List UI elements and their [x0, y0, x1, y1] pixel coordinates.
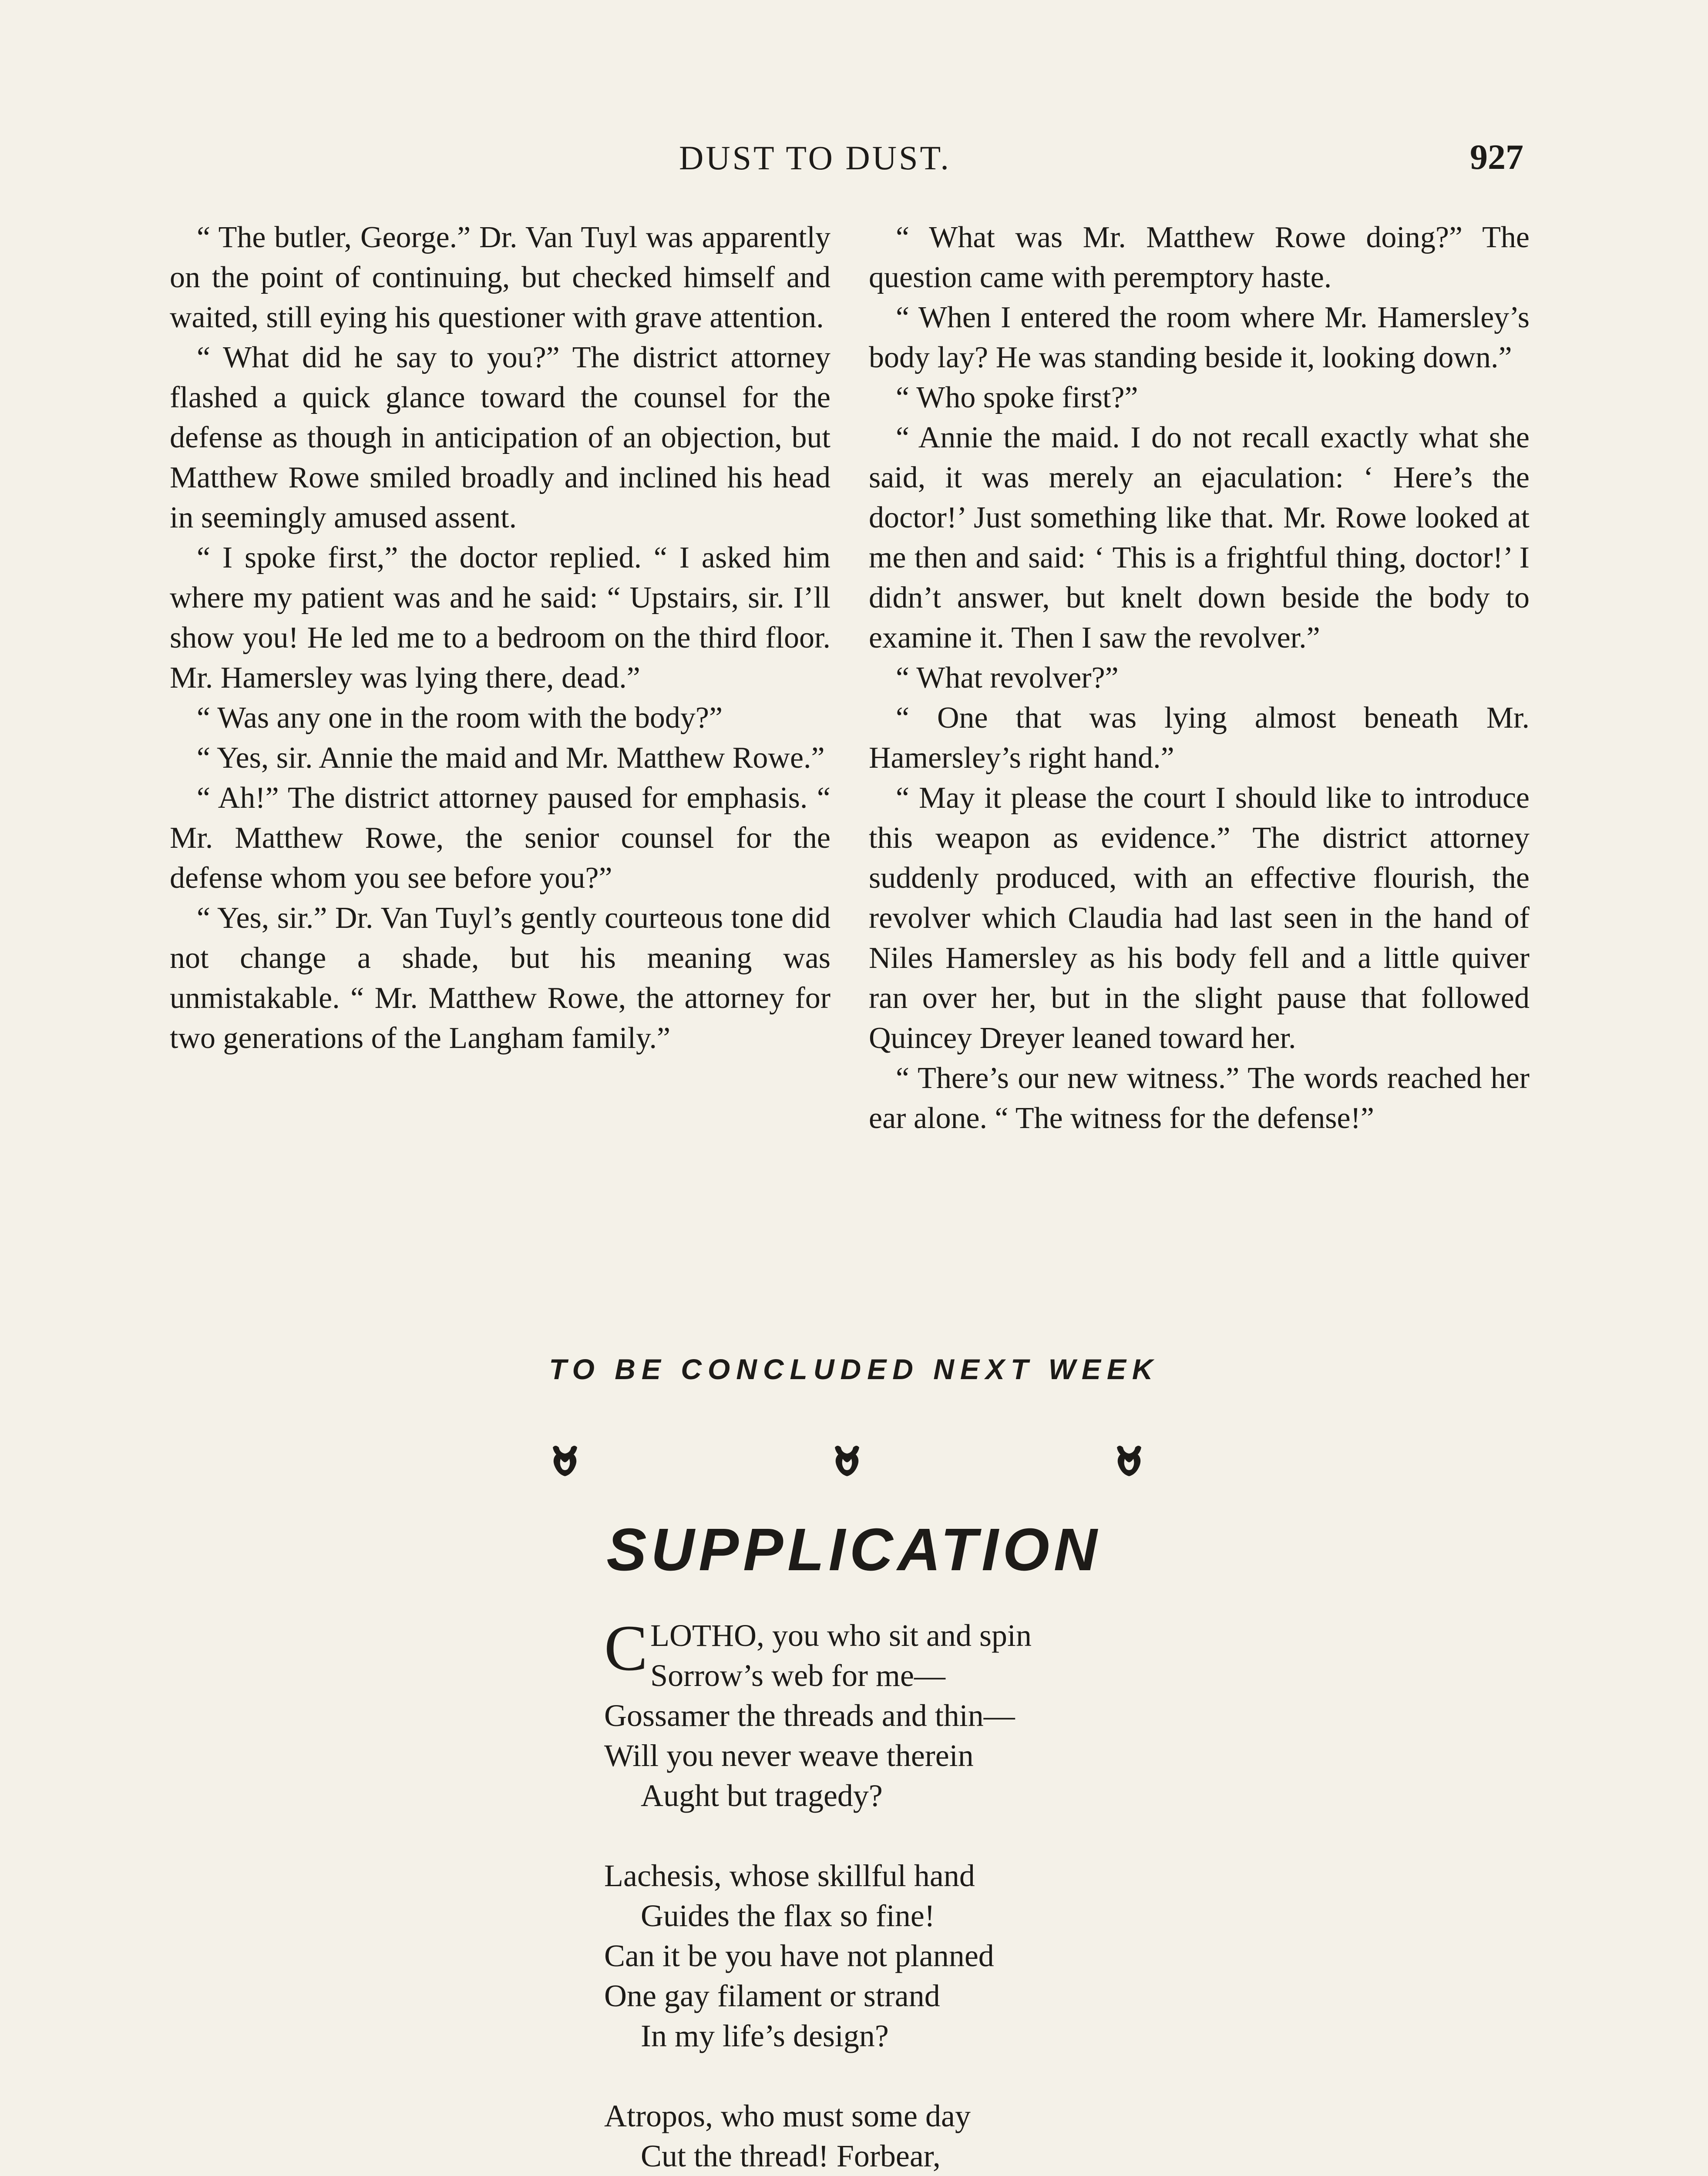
paragraph: “ When I entered the room where Mr. Hamersley’s body lay? He was standing beside it, looking down.”	[869, 301, 1530, 374]
poem-line: Lachesis, whose skillful hand	[604, 1858, 975, 1893]
poem-line: Atropos, who must some day	[604, 2099, 971, 2133]
fleuron-icon	[1113, 1443, 1145, 1478]
stanza	[604, 1612, 1344, 1816]
running-head	[0, 138, 1708, 191]
fleuron-icon	[549, 1443, 581, 1478]
paragraph: “ Who spoke first?”	[896, 381, 1138, 414]
paragraph: “ What did he say to you?” The district attorney flashed a quick glance toward the counsel for the defense as though in anticipation of an objection, but Matthew Rowe smiled broadly and inclined his head in seemingly amused assent.	[170, 341, 830, 534]
running-title: DUST TO DUST.	[679, 139, 951, 177]
page-number: 927	[1470, 137, 1523, 177]
paragraph: “ May it please the court I should like to introduce this weapon as evidence.” The district attorney suddenly produced, with an effective flourish, the revolver which Claudia had last seen in the hand of Niles Hamersley as his body fell and a little quiver ran over her, but in the slight pause that followed Quincey Dreyer leaned toward her.	[869, 781, 1530, 1055]
continuation-notice: TO BE CONCLUDED NEXT WEEK	[549, 1353, 1159, 1385]
paragraph: “ One that was lying almost beneath Mr. Hamersley’s right hand.”	[869, 701, 1530, 775]
poem-line: In my life’s design?	[641, 2018, 889, 2053]
poem-line: CLOTHO, you who sit and spin	[604, 1612, 1032, 1684]
poem-line: One gay filament or strand	[604, 1978, 940, 2013]
paragraph: “ Was any one in the room with the body?”	[197, 701, 723, 735]
paragraph: “ Annie the maid. I do not recall exactly what she said, it was merely an ejaculation: ‘ Here’s the doctor!’ Just something like that. Mr. Rowe looked at me then and said: ‘ This is a frightful thing, doctor!’ I didn’t answer, but knelt down beside the body to examine it. Then I saw the revolver.”	[869, 421, 1530, 655]
stanza	[604, 2096, 1344, 2176]
paragraph: “ There’s our new witness.” The words reached her ear alone. “ The witness for the defense!”	[869, 1061, 1530, 1135]
stanza	[604, 1856, 1344, 2056]
paragraph: “ What was Mr. Matthew Rowe doing?” The question came with peremptory haste.	[869, 221, 1530, 294]
poem-line: Aught but tragedy?	[641, 1778, 883, 1813]
poem-line: Guides the flax so fine!	[641, 1898, 935, 1933]
ornament-row	[0, 1443, 1708, 1482]
paragraph: “ Yes, sir.” Dr. Van Tuyl’s gently courteous tone did not change a shade, but his meaning was unmistakable. “ Mr. Matthew Rowe, the attorney for two generations of the Langham family.”	[170, 901, 830, 1055]
poem-body	[604, 1612, 1344, 2176]
poem-title: SUPPLICATION	[606, 1516, 1102, 1583]
paragraph: “ The butler, George.” Dr. Van Tuyl was apparently on the point of continuing, but checked himself and waited, still eying his questioner with grave attention.	[170, 221, 830, 334]
story-column-left	[170, 218, 830, 1058]
paragraph: “ I spoke first,” the doctor replied. “ I asked him where my patient was and he said: “ Upstairs, sir. I’ll show you! He led me to a bedroom on the third floor. Mr. Hamersley was lying there, dead.”	[170, 541, 830, 695]
story-column-right	[869, 218, 1530, 1138]
drop-cap: C	[604, 1612, 648, 1684]
poem-line: Cut the thread! Forbear,	[641, 2139, 941, 2173]
poem-line: Sorrow’s web for me—	[650, 1658, 945, 1693]
poem-line: Will you never weave therein	[604, 1738, 974, 1773]
paragraph: “ What revolver?”	[896, 661, 1119, 695]
poem-line: Can it be you have not planned	[604, 1938, 994, 1973]
paragraph: “ Yes, sir. Annie the maid and Mr. Matthew Rowe.”	[197, 741, 825, 775]
paragraph: “ Ah!” The district attorney paused for emphasis. “ Mr. Matthew Rowe, the senior counsel for the defense whom you see before you?”	[170, 781, 830, 895]
poem-line: Gossamer the threads and thin—	[604, 1698, 1015, 1733]
fleuron-icon	[831, 1443, 863, 1478]
